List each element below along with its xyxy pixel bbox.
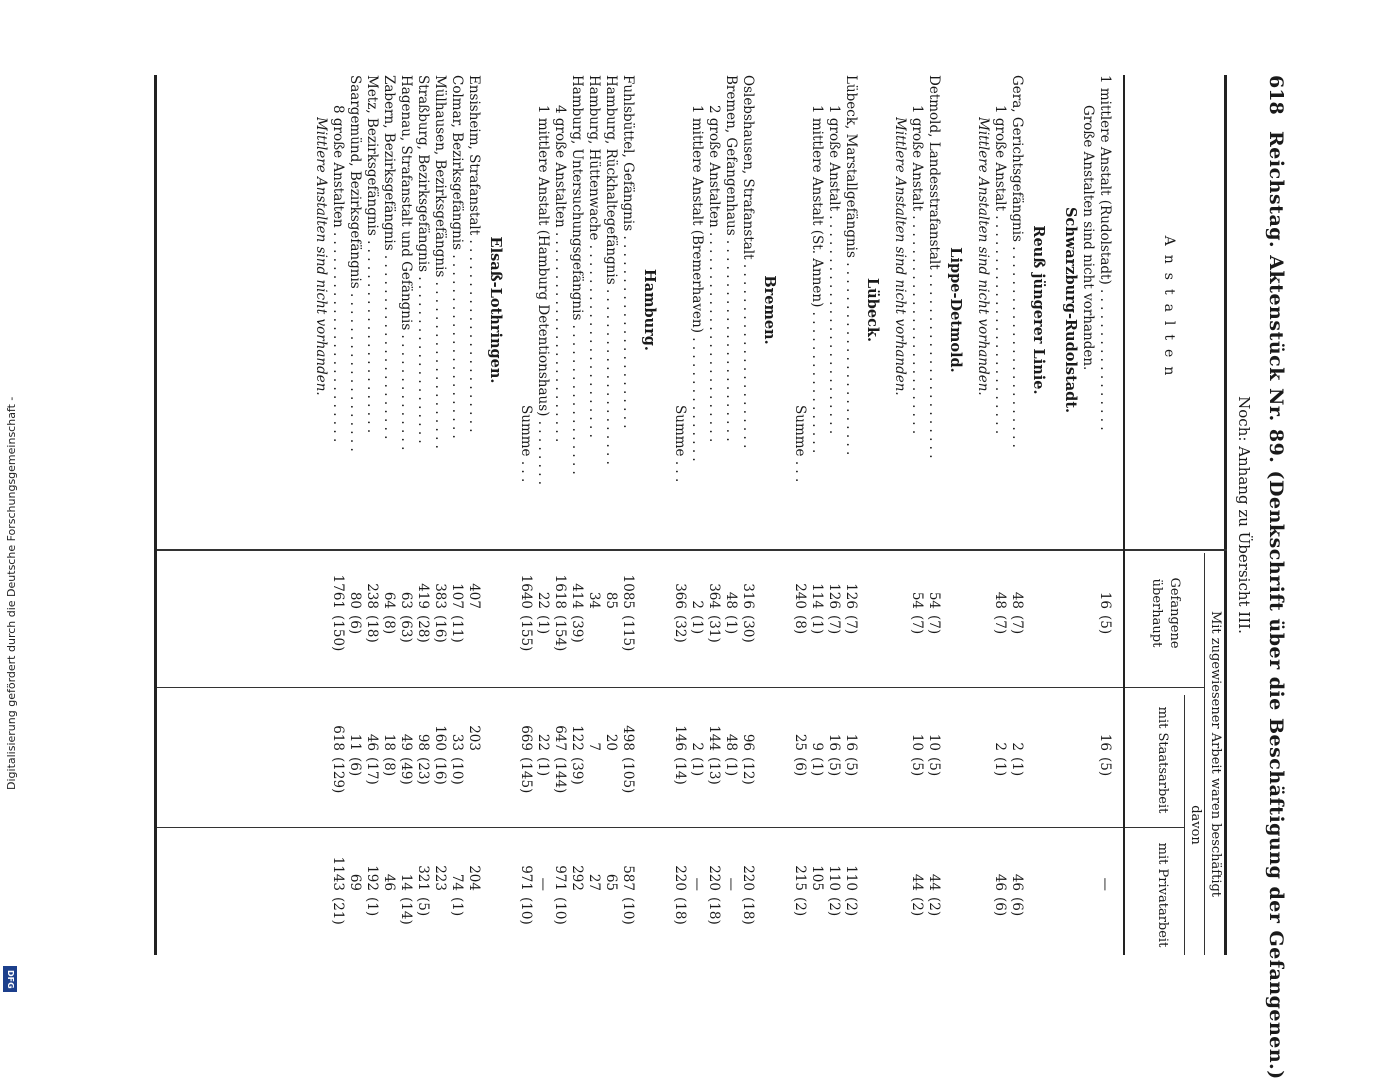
cell-private-work: 110 <box>826 865 842 891</box>
cell-state-work-female: (1) <box>689 757 705 777</box>
cell-private-work-female: (2) <box>909 897 925 917</box>
cell-total: 383 <box>432 583 448 609</box>
cell-private-work: 223 <box>432 865 448 891</box>
cell-state-work-female: (17) <box>364 757 380 785</box>
cell-state-work-female: (5) <box>843 757 859 777</box>
row-label: 1 große Anstalt . . . . . . . . . . . . . . . . . . . . . . . . . . <box>992 105 1008 435</box>
cell-private-work: 14 <box>398 873 414 891</box>
cell-state-work-female: (1) <box>723 757 739 777</box>
cell-private-work: — <box>535 877 551 891</box>
cell-private-work: 321 <box>415 865 431 891</box>
cell-state-work-female: (49) <box>398 757 414 785</box>
header-line-2 <box>1184 695 1185 955</box>
cell-state-work: 25 <box>792 733 808 751</box>
cell-total-female: (7) <box>843 615 859 635</box>
table-row <box>892 75 908 955</box>
cell-state-work: 160 <box>432 725 448 751</box>
cell-state-work: 2 <box>1009 742 1025 751</box>
row-label: Colmar, Bezirksgefängnis . . . . . . . . . . . . . . . . . . . . . . <box>449 75 465 439</box>
cell-private-work: 46 <box>381 873 397 891</box>
cell-total-female: (1) <box>809 615 825 635</box>
cell-state-work: 144 <box>706 725 722 751</box>
cell-state-work: 10 <box>926 733 942 751</box>
cell-private-work: 192 <box>364 865 380 891</box>
dfg-logo: DFG <box>3 966 17 992</box>
cell-state-work: 49 <box>398 733 414 751</box>
cell-total-female: (39) <box>569 615 585 643</box>
cell-total-female: (8) <box>792 615 808 635</box>
header-bottom-rule <box>1123 75 1125 955</box>
header-line-1 <box>1204 553 1205 955</box>
cell-total: 1085 <box>620 574 636 609</box>
cell-state-work: 16 <box>1097 733 1113 751</box>
cell-private-work: 215 <box>792 865 808 891</box>
cell-private-work: 1143 <box>330 856 346 891</box>
cell-private-work: 220 <box>740 865 756 891</box>
cell-state-work: 46 <box>364 733 380 751</box>
section-heading: Schwarzburg-Rudolstadt. <box>1062 206 1079 414</box>
row-label: Detmold, Landesstrafanstalt . . . . . . . . . . . . . . . . . . . . . . <box>926 75 942 459</box>
row-label: Hamburg, Hüttenwache . . . . . . . . . . . . . . . . . . . . . . . <box>586 75 602 438</box>
table-row <box>909 75 925 955</box>
cell-private-work-female: (6) <box>992 897 1008 917</box>
table-row <box>398 75 414 955</box>
cell-total: 1761 <box>330 574 346 609</box>
row-label: 1 große Anstalt . . . . . . . . . . . . . . . . . . . . . . . . . . <box>826 105 842 435</box>
row-label: Hamburg, Rückhaltegefängnis . . . . . . . . . . . . . . . . . . . . . <box>603 75 619 465</box>
sum-row <box>518 75 534 955</box>
cell-total: 107 <box>449 583 465 609</box>
cell-private-work: 105 <box>809 865 825 891</box>
cell-total-female: (16) <box>432 615 448 643</box>
table-row <box>1009 75 1025 955</box>
table-row <box>586 75 602 955</box>
table-row <box>364 75 380 955</box>
table-row <box>313 75 329 955</box>
cell-private-work-female: (6) <box>1009 897 1025 917</box>
row-label: Hagenau, Strafanstalt und Gefängnis . . . . . . . . . . . . . . <box>398 75 414 451</box>
header-private-work: mit Privatarbeit <box>1155 842 1170 948</box>
cell-private-work-female: (18) <box>672 897 688 925</box>
section-heading: Lippe-Detmold. <box>947 247 964 373</box>
row-label: Hamburg, Untersuchungsgefängnis . . . . . . . . . . . . . . . . . . <box>569 75 585 475</box>
row-label: Mittlere Anstalten sind nicht vorhanden. <box>975 117 991 396</box>
cell-state-work: 18 <box>381 733 397 751</box>
cell-total: 1618 <box>552 574 568 609</box>
cell-private-work: 46 <box>1009 873 1025 891</box>
cell-state-work: 96 <box>740 733 756 751</box>
cell-state-work-female: (5) <box>826 757 842 777</box>
row-label: Fuhlsbüttel, Gefängnis . . . . . . . . . . . . . . . . . . . . . . . <box>620 75 636 429</box>
table-row <box>330 75 346 955</box>
cell-total-female: (115) <box>620 615 636 652</box>
cell-private-work-female: (10) <box>518 897 534 925</box>
cell-state-work-female: (10) <box>449 757 465 785</box>
cell-private-work-female: (10) <box>620 897 636 925</box>
cell-state-work-female: (105) <box>620 757 636 794</box>
cell-private-work: 204 <box>466 865 482 891</box>
cell-total: 407 <box>466 583 482 609</box>
cell-state-work: 618 <box>330 725 346 751</box>
cell-state-work-female: (1) <box>535 757 551 777</box>
cell-private-work-female: (21) <box>330 897 346 925</box>
cell-private-work-female: (1) <box>364 897 380 917</box>
row-label: Lübeck, Marstallgefängnis . . . . . . . . . . . . . . . . . . . . . . . <box>843 75 859 456</box>
table-subtitle: Noch: Anhang zu Übersicht III. <box>1235 396 1253 634</box>
row-label: Straßburg, Bezirksgefängnis . . . . . . . . . . . . . . . . . . . . <box>415 75 431 444</box>
cell-total: 54 <box>926 591 942 609</box>
cell-total-female: (1) <box>689 615 705 635</box>
cell-state-work: 10 <box>909 733 925 751</box>
cell-private-work: 292 <box>569 865 585 891</box>
cell-state-work-female: (14) <box>672 757 688 785</box>
row-label: Mülhausen, Bezirksgefängnis . . . . . . . . . . . . . . . . . . . . <box>432 75 448 449</box>
row-label: 1 mittlere Anstalt (Hamburg Detentionshaus) . . . . . . . . <box>535 105 551 486</box>
cell-total: 34 <box>586 591 602 609</box>
cell-state-work: 33 <box>449 733 465 751</box>
cell-private-work: 110 <box>843 865 859 891</box>
cell-state-work-female: (6) <box>347 757 363 777</box>
row-label: Oslebshausen, Strafanstalt . . . . . . . . . . . . . . . . . . . . . . <box>740 75 756 449</box>
cell-private-work: 74 <box>449 873 465 891</box>
cell-total: 1640 <box>518 574 534 609</box>
cell-total: 54 <box>909 591 925 609</box>
table-row <box>926 75 942 955</box>
table-row <box>975 75 991 955</box>
row-label: Mittlere Anstalten sind nicht vorhanden. <box>892 117 908 396</box>
cell-total-female: (31) <box>706 615 722 643</box>
cell-state-work: 11 <box>347 733 363 751</box>
cell-total: 364 <box>706 583 722 609</box>
cell-private-work: 46 <box>992 873 1008 891</box>
cell-private-work: 65 <box>603 873 619 891</box>
cell-state-work-female: (129) <box>330 757 346 794</box>
cell-state-work-female: (1) <box>809 757 825 777</box>
header-thereof: davon <box>1188 805 1203 845</box>
cell-total: 419 <box>415 583 431 609</box>
cell-total-female: (155) <box>518 615 534 652</box>
cell-state-work: 647 <box>552 725 568 751</box>
cell-private-work: 27 <box>586 873 602 891</box>
cell-state-work-female: (23) <box>415 757 431 785</box>
cell-private-work-female: (2) <box>792 897 808 917</box>
cell-state-work-female: (6) <box>792 757 808 777</box>
row-label: Summe . . . <box>672 405 688 483</box>
cell-total-female: (32) <box>672 615 688 643</box>
cell-state-work: 9 <box>809 742 825 751</box>
cell-total: 126 <box>843 583 859 609</box>
table-top-rule <box>1224 75 1227 955</box>
cell-total: 80 <box>347 591 363 609</box>
cell-total-female: (1) <box>723 615 739 635</box>
page-title: Reichstag. Aktenstück Nr. 89. (Denkschrift über die Beschäftigung der Gefangenen.) <box>1265 131 1287 1080</box>
row-label: Ensisheim, Strafanstalt . . . . . . . . . . . . . . . . . . . . . . . <box>466 75 482 433</box>
cell-total-female: (7) <box>826 615 842 635</box>
row-label: Summe . . . <box>792 405 808 483</box>
cell-private-work: 587 <box>620 865 636 891</box>
cell-total-female: (8) <box>381 615 397 635</box>
cell-state-work: 16 <box>826 733 842 751</box>
cell-total-female: (7) <box>909 615 925 635</box>
cell-total: 238 <box>364 583 380 609</box>
table-row <box>809 75 825 955</box>
cell-total-female: (63) <box>398 615 414 643</box>
cell-private-work-female: (18) <box>740 897 756 925</box>
table-row <box>740 75 756 955</box>
row-label: 2 große Anstalten . . . . . . . . . . . . . . . . . . . . . . . . . <box>706 105 722 443</box>
cell-state-work-female: (5) <box>1097 757 1113 777</box>
cell-state-work: 2 <box>689 742 705 751</box>
cell-total: 48 <box>992 591 1008 609</box>
row-label: Große Anstalten sind nicht vorhanden. <box>1080 105 1096 371</box>
cell-state-work-female: (1) <box>1009 757 1025 777</box>
table-row <box>1097 75 1113 955</box>
cell-total: 64 <box>381 591 397 609</box>
table-row <box>432 75 448 955</box>
table-row <box>620 75 636 955</box>
cell-total: 48 <box>723 591 739 609</box>
column-divider-3 <box>157 827 1185 828</box>
cell-state-work: 20 <box>603 733 619 751</box>
cell-state-work: 669 <box>518 725 534 751</box>
cell-total: 414 <box>569 583 585 609</box>
page-header <box>1259 75 1287 1080</box>
row-label: Metz, Bezirksgefängnis . . . . . . . . . . . . . . . . . . . . . . . <box>364 75 380 434</box>
cell-private-work: 971 <box>518 865 534 891</box>
cell-total: 63 <box>398 591 414 609</box>
cell-state-work: 498 <box>620 725 636 751</box>
cell-total-female: (30) <box>740 615 756 643</box>
cell-total-female: (5) <box>1097 615 1113 635</box>
cell-total: 316 <box>740 583 756 609</box>
rotated-document-page <box>125 75 1295 1080</box>
cell-total: 48 <box>1009 591 1025 609</box>
cell-private-work: — <box>689 877 705 891</box>
table-row <box>466 75 482 955</box>
section-heading: Lübeck. <box>864 277 881 343</box>
cell-total-female: (11) <box>449 615 465 643</box>
table-row <box>415 75 431 955</box>
cell-private-work-female: (2) <box>826 897 842 917</box>
cell-total: 366 <box>672 583 688 609</box>
table-row <box>449 75 465 955</box>
cell-total-female: (18) <box>364 615 380 643</box>
cell-state-work: 122 <box>569 725 585 751</box>
cell-private-work: 69 <box>347 873 363 891</box>
table-row <box>603 75 619 955</box>
cell-state-work: 203 <box>466 725 482 751</box>
cell-private-work: — <box>1097 877 1113 891</box>
cell-private-work: — <box>723 877 739 891</box>
cell-total: 114 <box>809 583 825 609</box>
header-institutions: Anstalten <box>1161 235 1177 385</box>
cell-total-female: (7) <box>992 615 1008 635</box>
page-number: 618 <box>1265 75 1287 115</box>
cell-state-work: 7 <box>586 742 602 751</box>
cell-state-work-female: (39) <box>569 757 585 785</box>
cell-state-work: 146 <box>672 725 688 751</box>
table-row <box>552 75 568 955</box>
cell-total: 85 <box>603 591 619 609</box>
cell-total-female: (7) <box>926 615 942 635</box>
digitization-note <box>0 0 22 1000</box>
cell-total-female: (150) <box>330 615 346 652</box>
header-state-work: mit Staatsarbeit <box>1155 706 1170 814</box>
row-label: 4 große Anstalten . . . . . . . . . . . . . . . . . . . . . . . . . <box>552 105 568 443</box>
cell-state-work-female: (5) <box>926 757 942 777</box>
table-row <box>569 75 585 955</box>
cell-state-work: 16 <box>843 733 859 751</box>
row-label: Mittlere Anstalten sind nicht vorhanden. <box>313 117 329 396</box>
dfg-funding-text: Digitalisierung gefördert durch die Deutsche Forschungsgemeinschaft - <box>5 396 18 790</box>
cell-state-work-female: (8) <box>381 757 397 777</box>
cell-total-female: (7) <box>1009 615 1025 635</box>
cell-private-work-female: (2) <box>926 897 942 917</box>
cell-state-work-female: (13) <box>706 757 722 785</box>
cell-private-work-female: (5) <box>415 897 431 917</box>
table-row <box>992 75 1008 955</box>
header-assigned-work: Mit zugewiesener Arbeit waren beschäftigt <box>1208 610 1223 898</box>
cell-private-work-female: (1) <box>449 897 465 917</box>
header-total: Gefangene überhaupt <box>1149 577 1182 649</box>
table-row <box>689 75 705 955</box>
section-heading: Bremen. <box>761 275 778 345</box>
table-row <box>1080 75 1096 955</box>
cell-total: 2 <box>689 600 705 609</box>
table-row <box>381 75 397 955</box>
row-label: 1 mittlere Anstalt (Bremerhaven) . . . . . . . . . . . . . . . <box>689 105 705 462</box>
section-heading: Reuß jüngerer Linie. <box>1030 225 1047 395</box>
cell-state-work: 22 <box>535 733 551 751</box>
cell-private-work-female: (10) <box>552 897 568 925</box>
cell-private-work-female: (14) <box>398 897 414 925</box>
row-label: 8 große Anstalten . . . . . . . . . . . . . . . . . . . . . . . . . <box>330 105 346 443</box>
cell-private-work: 44 <box>909 873 925 891</box>
cell-state-work-female: (12) <box>740 757 756 785</box>
cell-total-female: (154) <box>552 615 568 652</box>
cell-private-work: 220 <box>672 865 688 891</box>
cell-private-work: 971 <box>552 865 568 891</box>
cell-total: 16 <box>1097 591 1113 609</box>
table-row <box>535 75 551 955</box>
row-label: Gera, Gerichtsgefängnis . . . . . . . . . . . . . . . . . . . . . . . . <box>1009 75 1025 448</box>
row-label: Zabern, Bezirksgefängnis . . . . . . . . . . . . . . . . . . . . . . <box>381 75 397 440</box>
cell-total: 22 <box>535 591 551 609</box>
table-row <box>706 75 722 955</box>
cell-private-work: 44 <box>926 873 942 891</box>
sum-row <box>672 75 688 955</box>
cell-total: 240 <box>792 583 808 609</box>
cell-state-work-female: (5) <box>909 757 925 777</box>
table-row <box>347 75 363 955</box>
cell-private-work: 220 <box>706 865 722 891</box>
cell-state-work: 2 <box>992 742 1008 751</box>
table-row <box>723 75 739 955</box>
table-row <box>843 75 859 955</box>
cell-state-work-female: (16) <box>432 757 448 785</box>
cell-total-female: (6) <box>347 615 363 635</box>
row-label: Bremen, Gefangenhaus . . . . . . . . . . . . . . . . . . . . . . . . <box>723 75 739 442</box>
section-heading: Hamburg. <box>641 269 658 351</box>
cell-state-work-female: (1) <box>992 757 1008 777</box>
cell-total-female: (28) <box>415 615 431 643</box>
cell-total-female: (1) <box>535 615 551 635</box>
cell-state-work: 98 <box>415 733 431 751</box>
row-label: Summe . . . <box>518 405 534 483</box>
row-label: 1 mittlere Anstalt (St. Annen) . . . . . . . . . . . . . . . . . <box>809 105 825 454</box>
cell-state-work: 48 <box>723 733 739 751</box>
sum-row <box>792 75 808 955</box>
row-label: Saargemünd, Bezirksgefängnis . . . . . . . . . . . . . . . . . . . <box>347 75 363 452</box>
cell-state-work-female: (145) <box>518 757 534 794</box>
table-row <box>826 75 842 955</box>
cell-total: 126 <box>826 583 842 609</box>
cell-state-work-female: (144) <box>552 757 568 794</box>
section-heading: Elsaß-Lothringen. <box>487 236 504 384</box>
cell-private-work-female: (18) <box>706 897 722 925</box>
row-label: 1 mittlere Anstalt (Rudolstadt) . . . . . . . . . . . . . . . . . <box>1097 75 1113 431</box>
row-label: 1 große Anstalt . . . . . . . . . . . . . . . . . . . . . . . . . . <box>909 105 925 435</box>
cell-private-work-female: (2) <box>843 897 859 917</box>
table-bottom-rule <box>154 75 157 955</box>
